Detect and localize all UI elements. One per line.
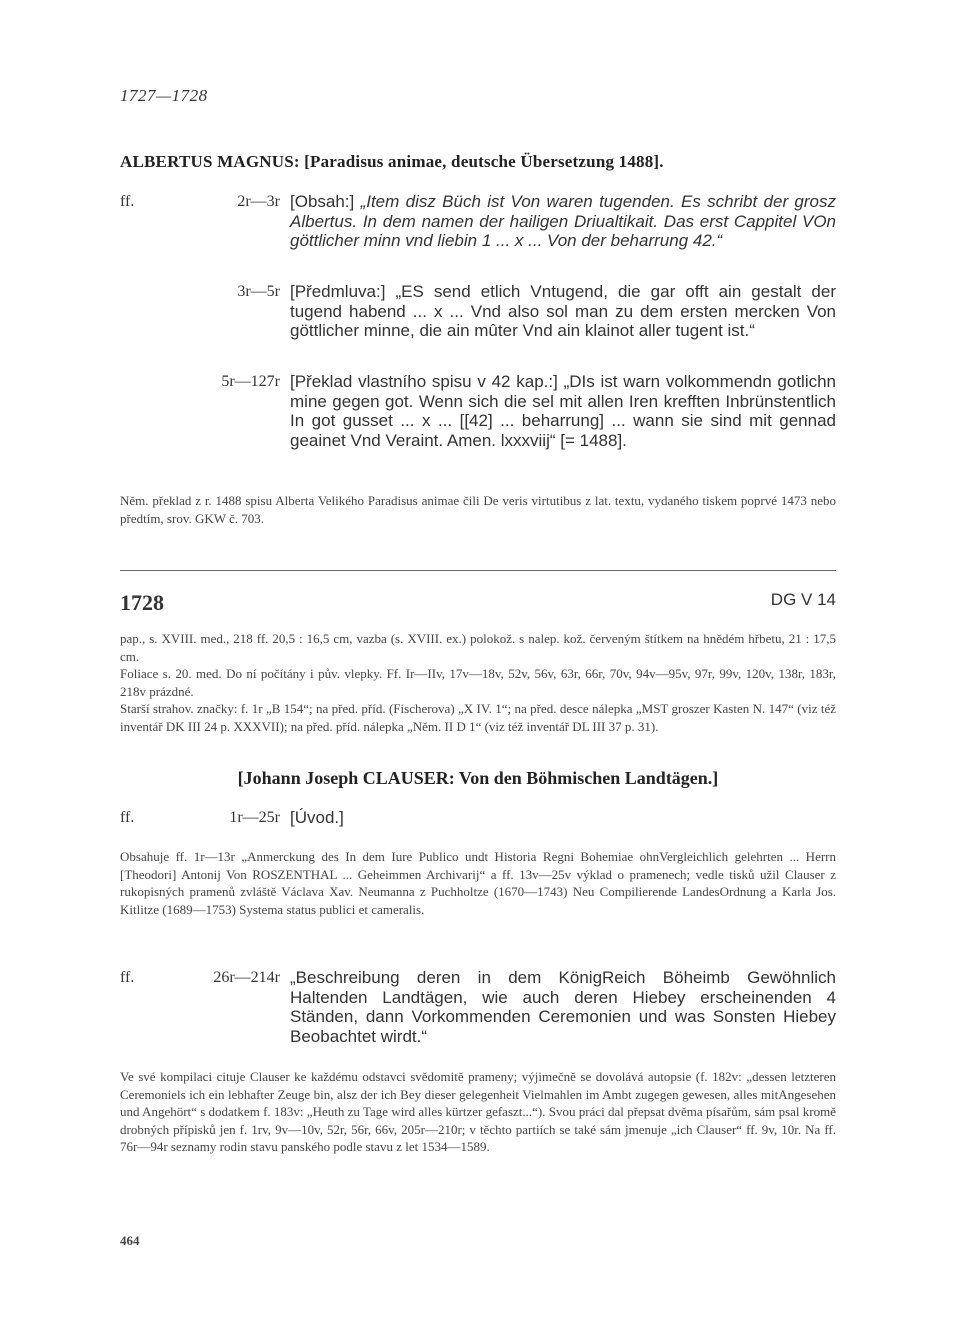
row-text: [Úvod.]	[290, 808, 344, 827]
entry-note: Něm. překlad z r. 1488 spisu Alberta Velikého Paradisus animae čili De veris virtutibus z lat. textu, vydaného tiskem poprvé 1473 nebo předtím, srov. GKW č. 703.	[120, 493, 836, 526]
row-text: „Beschreibung deren in dem KönigReich Böheimb Gewöhnlich Haltenden Landtägen, wie auch deren Hiebey erscheinenden 4 Ständen, dann Vorkommenden Ceremonien und was Sonsten Hiebey Beobachtet wirdt.“	[290, 968, 836, 1046]
row-quote: „DIs ist warn volkommendn gotlichn mine gegen got. Wenn sich die sel mit allen Iren krefften Inbrünstentlich In got gusset ... x ... [[42] ... beharrung] ... wann sie sind mit gennad geainet Vnd Veraint. Amen. lxxxviij“ [= 1488].	[290, 372, 837, 450]
row-quote: „ES send etlich Vntugend, die gar offt ain gestalt der tugend habend ... x ... Vnd also sol man zu dem ersten mercken Von göttlicher minne, die ain mûter Vnd ain klainot aller tugent ist.“	[290, 282, 836, 340]
row-label: [Obsah:]	[290, 192, 361, 211]
row-text	[290, 192, 836, 251]
content-note: Obsahuje ff. 1r—13r „Anmerckung des In dem Iure Publico undt Historia Regni Bohemiae ohnVergleichlich gelehrten ... Herrn [Theodori] Antonij Von ROSZENTHAL ... Geheimmen Archivarij“ a ff. 13v—25v výklad o pramenech; vedle tisků užil Clauser z rukopisných pramenů zvláště Václava Xav. Neumanna z Puchholtze (1670—1743) Neu Compilierende LandesOrdnung a Karla Jos. Kitlitze (1689—1753) Systema status publici et cameralis.	[120, 849, 836, 917]
foliation-note: Foliace s. 20. med. Do ní počítány i pův. vlepky. Ff. Ir—IIv, 17v—18v, 52v, 56v, 63r, 66r, 70v, 94v—95v, 97r, 99v, 120v, 138r, 183r, 218v prázdné.	[120, 666, 836, 699]
running-head: 1727—1728	[120, 86, 208, 105]
divider	[120, 570, 836, 571]
shelf-signature: DG V 14	[770, 590, 836, 609]
section-number: 1728	[120, 590, 164, 615]
row-text	[290, 372, 836, 450]
row-label: [Překlad vlastního spisu v 42 kap.:]	[290, 372, 564, 391]
row-label: [Předmluva:]	[290, 282, 396, 301]
page-number: 464	[120, 1233, 140, 1248]
folio-range: 26r—214r	[213, 969, 280, 986]
ff-label: ff.	[120, 809, 135, 826]
folio-range: 3r—5r	[237, 283, 280, 300]
entry-title: ALBERTUS MAGNUS: [Paradisus animae, deutsche Übersetzung 1488].	[120, 152, 664, 171]
folio-range: 5r—127r	[221, 373, 280, 390]
description-note: pap., s. XVIII. med., 218 ff. 20,5 : 16,5 cm, vazba (s. XVIII. ex.) polokož. s nalep. kož. červeným štítkem na hnědém hřbetu, 21 : 17,5 cm.	[120, 631, 836, 664]
folio-range: 1r—25r	[229, 809, 280, 826]
row-quote: „Item disz Büch ist Von waren tugenden. Es schribt der grosz Albertus. In dem namen der hailigen Driualtikait. Das erst Cappitel VOn göttlicher minn vnd liebin 1 ... x ... Von der beharrung 42.“	[290, 192, 837, 250]
row-text	[290, 282, 836, 341]
section-title: [Johann Joseph CLAUSER: Von den Böhmischen Landtägen.]	[237, 768, 719, 788]
ff-label: ff.	[120, 193, 135, 210]
folio-range: 2r—3r	[237, 193, 280, 210]
ff-label: ff.	[120, 969, 135, 986]
final-note: Ve své kompilaci cituje Clauser ke každému odstavci svědomitě prameny; výjimečně se dovolává autopsie (f. 182v: „dessen letzteren Ceremoniels ich ein lebhafter Zeuge bin, alsz der ich Bey dieser gelegenheit Vielmahlen im Ambt zugegen gewesen, alles mitAngesehen und Angehört“ s dodatkem f. 183v: „Heuth zu Tage wird alles kürtzer gefaszt...“). Svou práci dal přepsat dvěma písařům, sám psal kromě drobných přípisků jen f. 1rv, 9v—10v, 52r, 56r, 66v, 205r—210r; v těchto partiích se také sám jmenuje „ich Clauser“ ff. 9v, 10r. Na ff. 76r—94r seznamy rodin stavu panského podle stavu z let 1534—1589.	[120, 1069, 836, 1154]
signatures-note: Starší strahov. značky: f. 1r „B 154“; na před. příd. (Fischerova) „X IV. 1“; na před. desce nálepka „MST groszer Kasten N. 147“ (viz též inventář DK III 24 p. XXXVII); na před. příd. nálepka „Něm. II D 1“ (viz též inventář DL III 37 p. 31).	[120, 701, 836, 734]
